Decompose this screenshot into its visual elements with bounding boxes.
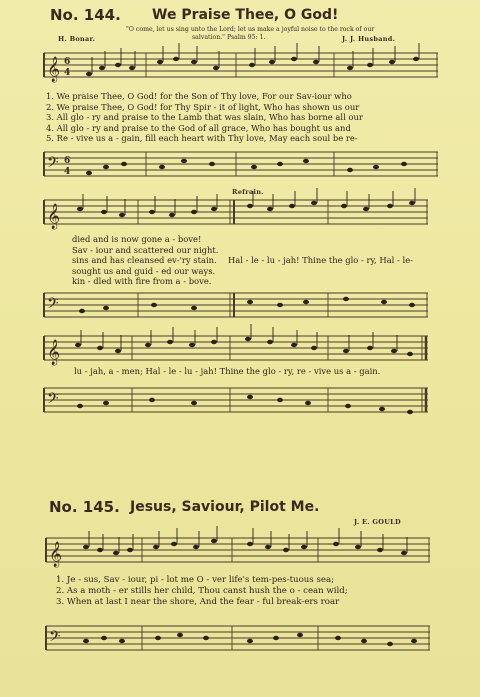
hymn-144-refrain-text-1: Hal - le - lu - jah! Thine the glo - ry, Hal - le- <box>228 255 413 265</box>
hymn-144-refrain-text-2: lu - jah, a - men; Hal - le - lu - jah! Thine the glo - ry, re - vive us a - gain. <box>74 366 381 376</box>
hymn-144-ending-2: Sav - iour and scattered our night. <box>72 244 219 255</box>
hymn-145-composer: J. E. GOULD <box>354 518 401 526</box>
hymn-144-refrain-label: Refrain. <box>232 188 264 196</box>
svg-text:6: 6 <box>64 57 71 67</box>
hymn-145-treble-staff <box>46 526 430 570</box>
svg-text:6: 6 <box>64 156 71 166</box>
svg-text:4: 4 <box>64 68 71 78</box>
hymn-144-epigraph-line1: "O come, let us sing unto the Lord; let us make a joyful noise to the rock of our <box>126 26 375 33</box>
hymn-145-bass-staff <box>46 614 430 660</box>
hymn-145-verses <box>56 575 348 608</box>
hymn-144-system1-treble-staff <box>44 45 438 89</box>
hymn-144-system2-treble-staff <box>44 194 428 234</box>
hymn-144-title: We Praise Thee, O God! <box>152 7 339 23</box>
hymn-144-composer: J. J. Husband. <box>342 35 396 43</box>
hymn-145-number: No. 145. <box>49 498 120 516</box>
hymn-144-ending-4: sought us and guid - ed our ways. <box>72 265 216 276</box>
hymn-144-system2-bass-staff <box>44 288 428 324</box>
hymn-144-author: H. Bonar. <box>58 35 96 43</box>
svg-text:𝄢: 𝄢 <box>47 295 59 316</box>
hymn-144-ending-5: kin - dled with fire from a - bove. <box>72 276 212 287</box>
hymn-144-verse-1: 1. We praise Thee, O God! for the Son of Thy love, For our Sav-iour who <box>46 91 352 101</box>
hymn-145-title: Jesus, Saviour, Pilot Me. <box>130 499 320 515</box>
hymn-144-system1-bass-staff <box>44 146 438 186</box>
hymn-144-verse-2: 2. We praise Thee, O God! for Thy Spir - it of light, Who has shown us our <box>46 101 360 112</box>
hymn-145-verse-3: 3. When at last I near the shore, And the fear - ful break-ers roar <box>56 597 340 607</box>
hymn-145-verse-1: 1. Je - sus, Sav - iour, pi - lot me O - ver life's tem-pes-tuous sea; <box>56 575 334 585</box>
svg-text:𝄞: 𝄞 <box>47 204 61 229</box>
svg-text:4: 4 <box>64 167 71 177</box>
svg-text:𝄢: 𝄢 <box>49 628 61 649</box>
hymn-144-verse-3: 3. All glo - ry and praise to the Lamb that was slain, Who has borne all our <box>46 112 363 123</box>
hymn-144-ending-1: died and is now gone a - bove! <box>72 234 202 244</box>
hymn-144-number: No. 144. <box>50 6 121 24</box>
hymn-145-verse-2: 2. As a moth - er stills her child, Thou canst hush the o - cean wild; <box>56 586 348 596</box>
svg-text:𝄢: 𝄢 <box>47 154 59 175</box>
svg-text:𝄞: 𝄞 <box>47 340 61 365</box>
hymn-144-verse-5: 5. Re - vive us a - gain, fill each heart with Thy love, May each soul be re- <box>46 133 358 144</box>
svg-text:𝄞: 𝄞 <box>49 542 63 567</box>
hymn-144-ending-3: sins and has cleansed ev-'ry stain. <box>72 255 217 266</box>
hymn-144-verse-endings <box>72 234 218 287</box>
svg-text:𝄢: 𝄢 <box>47 390 59 411</box>
hymn-144-verse-4: 4. All glo - ry and praise to the God of all grace, Who has bought us and <box>46 122 351 133</box>
hymn-144-system3-bass-staff <box>44 380 428 422</box>
hymn-144-verses <box>46 91 363 144</box>
hymn-144-system3-treble-staff <box>44 330 428 370</box>
hymn-144-epigraph-line2: salvation." Psalm 95: 1. <box>192 34 266 41</box>
svg-text:𝄞: 𝄞 <box>47 57 61 82</box>
